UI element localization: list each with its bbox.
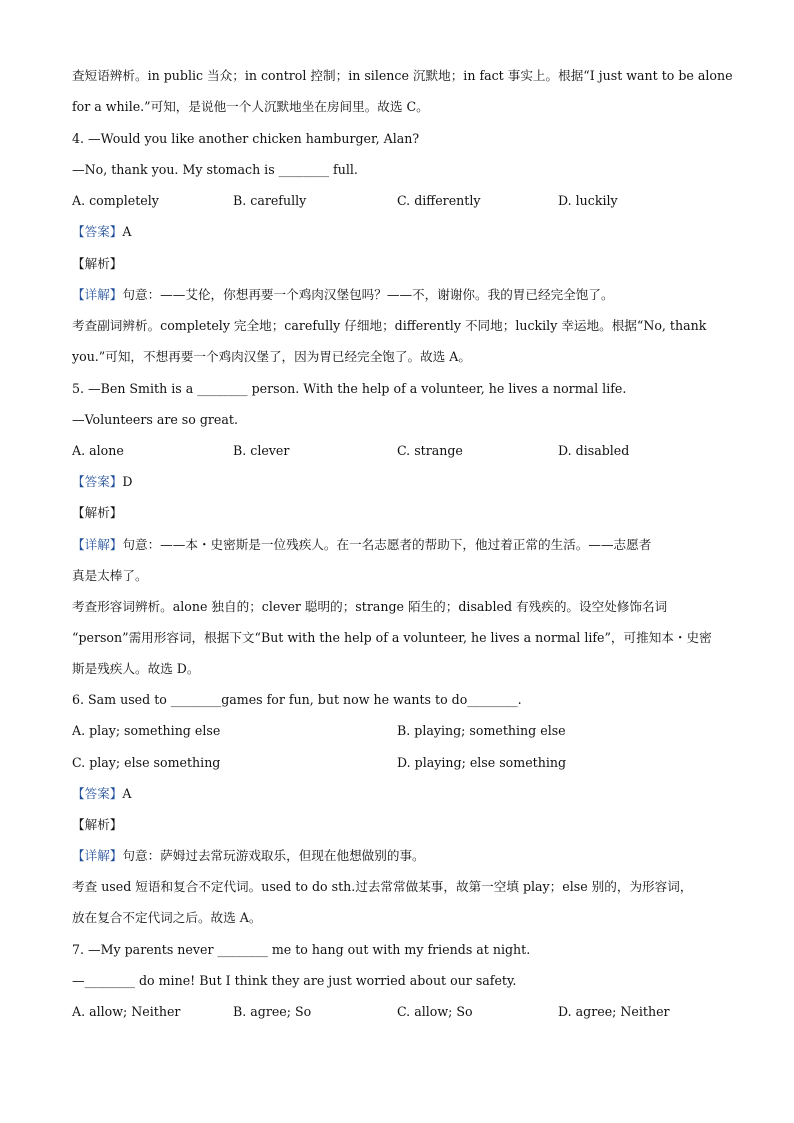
q4-option-c: C. differently bbox=[397, 193, 481, 208]
analysis-tag: 【解析】 bbox=[72, 817, 123, 832]
explanation-line: 考查形容词辨析。alone 独自的；clever 聪明的；strange 陌生的；disabled 有残疾的。设空处修饰名词 bbox=[72, 599, 668, 614]
q7-option-b: B. agree; So bbox=[233, 1004, 312, 1019]
detail-tag: 【详解】 bbox=[72, 287, 123, 302]
answer-tag: 【答案】 bbox=[72, 224, 123, 239]
detail-row bbox=[72, 848, 425, 864]
analysis-tag: 【解析】 bbox=[72, 256, 123, 271]
explanation-line: 真是太棒了。 bbox=[72, 568, 148, 583]
answer-row bbox=[72, 474, 132, 490]
q7-option-a: A. allow; Neither bbox=[72, 1004, 181, 1019]
answer-row bbox=[72, 786, 131, 802]
question-6-stem: 6. Sam used to ________games for fun, but now he wants to do________. bbox=[72, 692, 522, 707]
q5-option-d: D. disabled bbox=[558, 443, 630, 458]
detail-text: 句意：——本・史密斯是一位残疾人。在一名志愿者的帮助下，他过着正常的生活。——志愿者 bbox=[122, 537, 652, 552]
question-5-stem: 5. —Ben Smith is a ________ person. With the help of a volunteer, he lives a normal life. bbox=[72, 381, 627, 396]
explanation-line: 考查副词辨析。completely 完全地；carefully 仔细地；differently 不同地；luckily 幸运地。根据“No, thank bbox=[72, 318, 707, 333]
answer-value: A bbox=[122, 786, 132, 801]
q5-option-b: B. clever bbox=[233, 443, 290, 458]
explanation-line: “person”需用形容词，根据下文“But with the help of a volunteer, he lives a normal life”，可推知本・史密 bbox=[72, 630, 712, 645]
q7-option-c: C. allow; So bbox=[397, 1004, 473, 1019]
detail-row bbox=[72, 287, 614, 303]
text-line: for a while.”可知，是说他一个人沉默地坐在房间里。故选 C。 bbox=[72, 99, 429, 114]
detail-text: 句意：萨姆过去常玩游戏取乐，但现在他想做别的事。 bbox=[122, 848, 425, 863]
q4-option-a: A. completely bbox=[72, 193, 159, 208]
explanation-line: 放在复合不定代词之后。故选 A。 bbox=[72, 910, 262, 925]
answer-value: A bbox=[122, 224, 132, 239]
detail-tag: 【详解】 bbox=[72, 848, 123, 863]
q6-option-d: D. playing; else something bbox=[397, 755, 567, 770]
q5-option-c: C. strange bbox=[397, 443, 463, 458]
q5-option-a: A. alone bbox=[72, 443, 124, 458]
answer-row bbox=[72, 224, 131, 240]
explanation-line: 斯是残疾人。故选 D。 bbox=[72, 661, 200, 676]
analysis-tag: 【解析】 bbox=[72, 505, 123, 520]
explanation-line: you.”可知，不想再要一个鸡肉汉堡了，因为胃已经完全饱了。故选 A。 bbox=[72, 349, 471, 364]
explanation-line: 考查 used 短语和复合不定代词。used to do sth.过去常常做某事，故第一空填 play；else 别的，为形容词， bbox=[72, 879, 693, 894]
question-7-reply: —________ do mine! But I think they are just worried about our safety. bbox=[72, 973, 517, 988]
q4-option-d: D. luckily bbox=[558, 193, 618, 208]
answer-tag: 【答案】 bbox=[72, 786, 123, 801]
question-5-reply: —Volunteers are so great. bbox=[72, 412, 238, 427]
detail-tag: 【详解】 bbox=[72, 537, 123, 552]
q4-option-b: B. carefully bbox=[233, 193, 307, 208]
answer-value: D bbox=[122, 474, 133, 489]
q6-option-b: B. playing; something else bbox=[397, 723, 566, 738]
answer-tag: 【答案】 bbox=[72, 474, 123, 489]
q6-option-a: A. play; something else bbox=[72, 723, 221, 738]
text-line: 查短语辨析。in public 当众；in control 控制；in silence 沉默地；in fact 事实上。根据“I just want to be alone bbox=[72, 68, 733, 83]
q7-option-d: D. agree; Neither bbox=[558, 1004, 670, 1019]
q6-option-c: C. play; else something bbox=[72, 755, 221, 770]
question-7-stem: 7. —My parents never ________ me to hang out with my friends at night. bbox=[72, 942, 531, 957]
question-4-reply: —No, thank you. My stomach is ________ full. bbox=[72, 162, 358, 177]
detail-text: 句意：——艾伦，你想再要一个鸡肉汉堡包吗？——不，谢谢你。我的胃已经完全饱了。 bbox=[122, 287, 614, 302]
detail-row bbox=[72, 537, 651, 553]
question-4-stem: 4. —Would you like another chicken hamburger, Alan? bbox=[72, 131, 420, 146]
